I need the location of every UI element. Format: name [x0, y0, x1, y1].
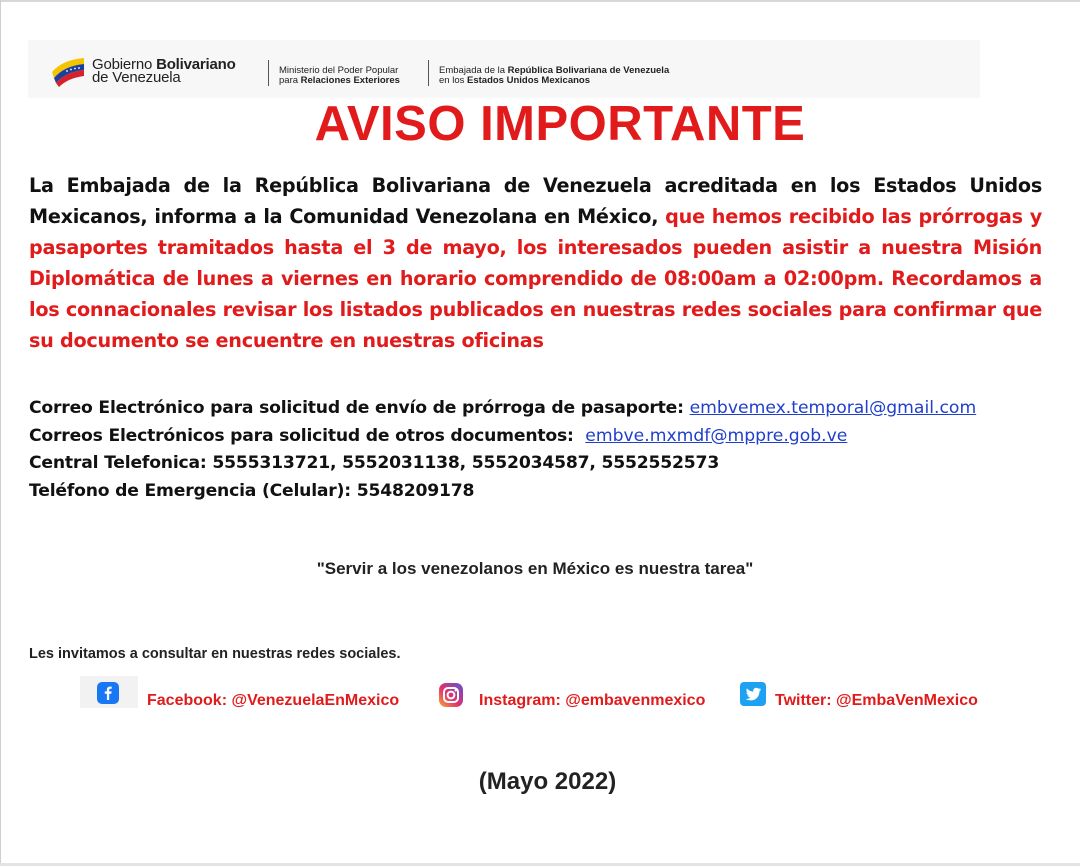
emergency-label: Teléfono de Emergencia (Celular):: [29, 480, 357, 501]
other-docs-email-row: [29, 423, 1042, 451]
instagram-handle[interactable]: Instagram: @embavenmexico: [479, 692, 706, 709]
embassy-line1-bold: República Bolivariana de Venezuela: [507, 65, 670, 76]
twitter-icon[interactable]: [740, 682, 766, 706]
instagram-icon[interactable]: [438, 682, 464, 708]
embassy-wordmark: [439, 66, 669, 86]
ministry-wordmark: [279, 66, 400, 86]
embassy-line2-bold: Estados Unidos Mexicanos: [467, 75, 591, 86]
ministry-line2-prefix: para: [279, 75, 301, 86]
phone-numbers: 5555313721, 5552031138, 5552034587, 5552552573: [212, 453, 720, 473]
gov-name-prefix: Gobierno: [92, 56, 157, 73]
embassy-line2-prefix: en los: [439, 75, 467, 86]
notice-date: (Mayo 2022): [478, 768, 617, 795]
twitter-handle[interactable]: Twitter: @EmbaVenMexico: [775, 692, 978, 709]
ministry-line2-bold: Relaciones Exteriores: [300, 75, 400, 86]
header-divider: [268, 60, 269, 86]
contact-info: [29, 395, 1042, 505]
phone-row: [29, 450, 1042, 478]
ministry-line1: Ministerio del Poder Popular: [279, 65, 399, 76]
emergency-phone-row: [29, 478, 1042, 506]
facebook-handle[interactable]: Facebook: @VenezuelaEnMexico: [147, 692, 400, 709]
notice-intro: La Embajada de la República Bolivariana de Venezuela acreditada en los Estados Unidos Mexicanos, informa a la Comunidad Venezolana en México,: [29, 174, 1042, 228]
embassy-line1-prefix: Embajada de la: [439, 65, 508, 76]
page-edge-top: [0, 0, 1080, 2]
facebook-icon[interactable]: [97, 682, 119, 704]
gov-name-line2: de Venezuela: [92, 69, 181, 86]
other-docs-email-link[interactable]: embve.mxmdf@mppre.gob.ve: [585, 425, 848, 446]
phone-label: Central Telefonica:: [29, 453, 213, 473]
notice-title: AVISO IMPORTANTE: [314, 97, 806, 151]
passport-email-label: Correo Electrónico para solicitud de envío de prórroga de pasaporte:: [29, 398, 690, 418]
other-docs-email-label: Correos Electrónicos para solicitud de otros documentos:: [29, 425, 586, 446]
notice-message: que hemos recibido las prórrogas y pasaportes tramitados hasta el 3 de mayo, los interesados pueden asistir a nuestra Misión Diplomática de lunes a viernes en horario comprendido de 08:00am a 02:00pm. Recordamos a los connacionales revisar los listados publicados en nuestras redes sociales para confirmar que su documento se encuentre en nuestras oficinas: [29, 205, 1042, 352]
social-invite-text: Les invitamos a consultar en nuestras redes sociales.: [29, 646, 401, 662]
passport-email-row: [29, 395, 1042, 423]
embassy-motto: "Servir a los venezolanos en México es nuestra tarea": [316, 559, 754, 578]
passport-email-link[interactable]: embvemex.temporal@gmail.com: [689, 398, 977, 418]
emergency-number: 5548209178: [356, 480, 475, 501]
venezuela-flag-logo-icon: [50, 52, 86, 88]
header-divider: [428, 60, 429, 86]
notice-body: [29, 170, 1042, 356]
government-wordmark: [92, 58, 236, 84]
gov-name-bold: Bolivariano: [156, 56, 236, 73]
